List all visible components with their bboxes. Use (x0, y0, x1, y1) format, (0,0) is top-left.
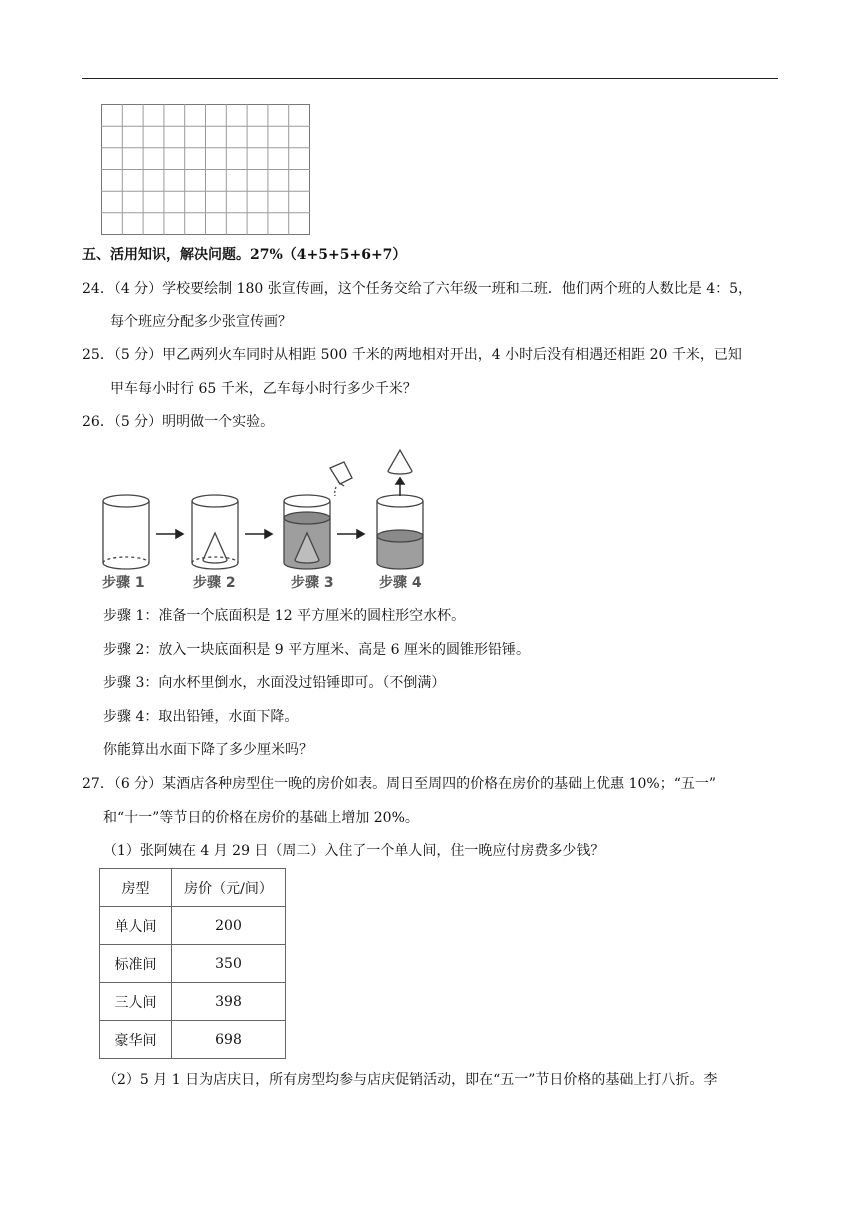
section-heading: 五、活用知识，解决问题。27%（4+5+5+6+7） (82, 247, 407, 263)
q27-text-line2: 和“十一”等节日的价格在房价的基础上增加 20%。 (103, 810, 419, 826)
cup-step3 (284, 495, 330, 569)
cup-step2 (192, 495, 238, 569)
lifted-cone-icon (388, 450, 412, 474)
table-row (100, 945, 286, 983)
q24-text-line1: 24．（4 分）学校要绘制 180 张宣传画，这个任务交给了六年级一班和二班．他们两个班的人数比是 4：5， (82, 281, 753, 297)
arrow-icon (337, 530, 364, 538)
q26-step2: 步骤 2：放入一块底面积是 9 平方厘米、高是 6 厘米的圆锥形铅锤。 (103, 642, 530, 658)
room-type-cell: 单人间 (100, 907, 172, 945)
q25-text-line2: 甲车每小时行 65 千米，乙车每小时行多少千米？ (110, 381, 417, 397)
room-price-table (99, 868, 286, 1059)
q26-step4: 步骤 4：取出铅锤，水面下降。 (103, 709, 299, 725)
cup-step4 (377, 495, 423, 569)
up-arrow-icon (396, 478, 404, 496)
table-row (100, 907, 286, 945)
q27-text-line1: 27．（6 分）某酒店各种房型住一晚的房价如表。周日至周四的价格在房价的基础上优惠 10%；“五一” (82, 776, 717, 792)
q26-step3: 步骤 3：向水杯里倒水，水面没过铅锤即可。（不倒满） (103, 675, 446, 691)
table-header-cell: 房型 (100, 869, 172, 907)
room-type-cell: 标准间 (100, 945, 172, 983)
figure-label-step1: 步骤 1 (102, 575, 145, 591)
pouring-cup-icon (330, 462, 352, 496)
room-price-cell: 398 (172, 983, 286, 1021)
q26-intro: 26．（5 分）明明做一个实验。 (82, 414, 275, 430)
room-price-cell: 200 (172, 907, 286, 945)
figure-label-step4: 步骤 4 (379, 575, 422, 591)
q26-question: 你能算出水面下降了多少厘米吗？ (103, 742, 313, 758)
table-row (100, 1021, 286, 1059)
q24-text-line2: 每个班应分配多少张宣传画？ (110, 314, 292, 330)
table-row (100, 983, 286, 1021)
arrow-icon (156, 530, 183, 538)
q27-sub2: （2）5 月 1 日为店庆日，所有房型均参与店庆促销活动，即在“五一”节日价格的基础上打八折。李 (103, 1072, 718, 1088)
table-header-row (100, 869, 286, 907)
room-price-cell: 698 (172, 1021, 286, 1059)
header-rule (82, 78, 778, 79)
room-type-cell: 三人间 (100, 983, 172, 1021)
q27-sub1: （1）张阿姨在 4 月 29 日（周二）入住了一个单人间，住一晚应付房费多少钱？ (103, 843, 605, 859)
experiment-figure (92, 448, 462, 596)
q26-step1: 步骤 1：准备一个底面积是 12 平方厘米的圆柱形空水杯。 (103, 608, 466, 624)
answer-grid (101, 104, 311, 236)
arrow-icon (245, 530, 272, 538)
room-price-cell: 350 (172, 945, 286, 983)
table-header-cell: 房价（元/间） (172, 869, 286, 907)
figure-label-step2: 步骤 2 (193, 575, 236, 591)
room-type-cell: 豪华间 (100, 1021, 172, 1059)
q25-text-line1: 25．（5 分）甲乙两列火车同时从相距 500 千米的两地相对开出，4 小时后没有相遇还相距 20 千米，已知 (82, 347, 742, 363)
figure-label-step3: 步骤 3 (291, 575, 334, 591)
cup-step1 (103, 495, 149, 569)
